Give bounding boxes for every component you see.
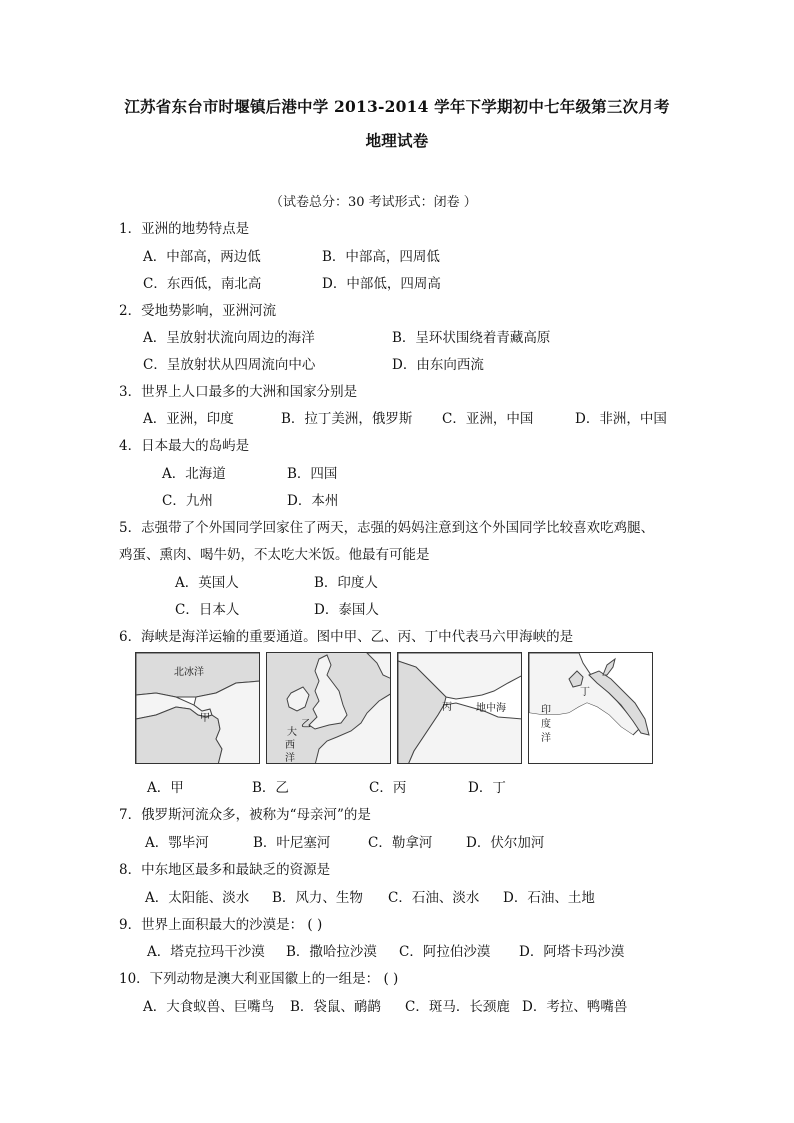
- option-d: D．阿塔卡玛沙漠: [519, 944, 625, 960]
- option-a: A．塔克拉玛干沙漠: [147, 944, 265, 960]
- map-label-jia: 甲: [200, 713, 210, 724]
- question-stem: 3．世界上人口最多的大洲和国家分别是: [119, 384, 358, 400]
- question-stem-line1: 5．志强带了个外国同学回家住了两天，志强的妈妈注意到这个外国同学比较喜欢吃鸡腿、: [119, 520, 655, 536]
- option-d: D．丁: [468, 780, 506, 796]
- map-label-indian-1: 印: [541, 705, 551, 716]
- option-c: C．日本人: [175, 602, 240, 618]
- option-a: A．呈放射状流向周边的海洋: [143, 330, 315, 346]
- option-b: B．四国: [287, 466, 338, 482]
- option-c: C．阿拉伯沙漠: [399, 944, 491, 960]
- exam-title-line2: 地理试卷: [365, 131, 429, 150]
- option-c: C．九州: [162, 493, 213, 509]
- option-d: D．石油、土地: [503, 890, 595, 906]
- option-b: B．中部高，四周低: [322, 249, 440, 265]
- option-a: A．北海道: [162, 466, 226, 482]
- map-label-yi: 乙: [301, 719, 311, 730]
- map-label-atlantic-3: 洋: [285, 753, 295, 764]
- question-stem: 6．海峡是海洋运输的重要通道。图中甲、乙、丙、丁中代表马六甲海峡的是: [119, 629, 574, 645]
- option-a: A．中部高，两边低: [143, 249, 261, 265]
- map-label-mediterranean: 地中海: [476, 703, 506, 714]
- option-b: B．撒哈拉沙漠: [286, 944, 377, 960]
- question-stem: 7．俄罗斯河流众多，被称为“母亲河”的是: [119, 807, 371, 823]
- option-a: A．英国人: [175, 575, 239, 591]
- map-label-indian-2: 度: [541, 719, 551, 730]
- option-c: C．呈放射状从四周流向中心: [143, 357, 316, 373]
- option-c: C．丙: [369, 780, 407, 796]
- strait-map-yi: [266, 652, 391, 764]
- exam-meta: （试卷总分：30 考试形式：闭卷 ）: [270, 195, 477, 210]
- exam-title-line1: 江苏省东台市时堰镇后港中学 2013-2014 学年下学期初中七年级第三次月考: [124, 97, 670, 116]
- question-stem: 2．受地势影响，亚洲河流: [119, 303, 277, 319]
- question-stem-line2: 鸡蛋、熏肉、喝牛奶，不太吃大米饭。他最有可能是: [119, 547, 430, 563]
- option-c: C．斑马．长颈鹿: [405, 999, 510, 1015]
- option-a: A．太阳能、淡水: [145, 890, 250, 906]
- option-d: D．由东向西流: [392, 357, 484, 373]
- map-label-ding: 丁: [580, 687, 590, 698]
- option-b: B．印度人: [314, 575, 378, 591]
- question-stem: 10．下列动物是澳大利亚国徽上的一组是： ( ): [119, 971, 399, 987]
- option-c: C．石油、淡水: [388, 890, 480, 906]
- question-stem: 9．世界上面积最大的沙漠是： ( ): [119, 917, 323, 933]
- option-d: D．考拉、鸭嘴兽: [522, 999, 628, 1015]
- option-d: D．中部低，四周高: [322, 276, 441, 292]
- map-label-bing: 丙: [442, 702, 452, 713]
- question-stem: 1．亚洲的地势特点是: [119, 221, 250, 237]
- map-label-atlantic-2: 西: [285, 740, 295, 751]
- option-b: B．风力、生物: [272, 890, 363, 906]
- option-d: D．伏尔加河: [466, 835, 545, 851]
- strait-map-jia: [135, 652, 260, 764]
- option-b: B．乙: [252, 780, 289, 796]
- option-c: C．东西低，南北高: [143, 276, 262, 292]
- map-label-atlantic-1: 大: [287, 727, 297, 738]
- option-d: D．本州: [287, 493, 339, 509]
- map-label-arctic: 北冰洋: [174, 667, 204, 678]
- map-label-indian-3: 洋: [541, 733, 551, 744]
- option-b: B．呈环状围绕着青藏高原: [392, 330, 551, 346]
- option-a: A．亚洲，印度: [143, 411, 234, 427]
- question-stem: 8．中东地区最多和最缺乏的资源是: [119, 862, 331, 878]
- option-a: A．大食蚁兽、巨嘴鸟: [143, 999, 275, 1015]
- strait-map-ding: [528, 652, 653, 764]
- option-a: A．甲: [147, 780, 184, 796]
- strait-map-bing: [397, 652, 522, 764]
- option-a: A．鄂毕河: [145, 835, 209, 851]
- option-c: C．亚洲，中国: [442, 411, 534, 427]
- option-d: D．非洲，中国: [575, 411, 667, 427]
- option-b: B．叶尼塞河: [253, 835, 331, 851]
- option-d: D．泰国人: [314, 602, 379, 618]
- question-stem: 4．日本最大的岛屿是: [119, 438, 250, 454]
- option-b: B．拉丁美洲，俄罗斯: [281, 411, 413, 427]
- option-c: C．勒拿河: [368, 835, 433, 851]
- option-b: B．袋鼠、鸸鹋: [290, 999, 381, 1015]
